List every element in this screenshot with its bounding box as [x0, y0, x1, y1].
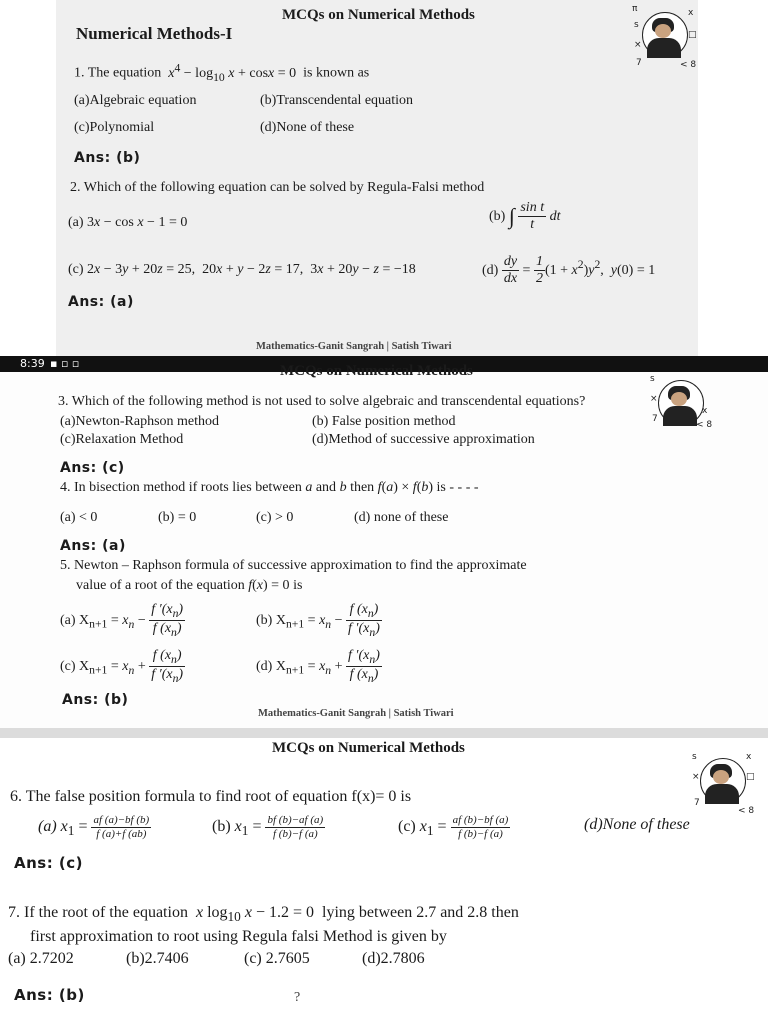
q7-answer: Ans: (b): [14, 986, 85, 1004]
question-6: 6. The false position formula to find root of equation f(x)= 0 is: [10, 788, 412, 805]
divider: [0, 728, 768, 738]
q5-option-a: (a) $X_{n+1} = x_n$ − $\frac{f '(x_n)}{f (x_n)}$: [60, 602, 184, 640]
slide-header: MCQs on Numerical Methods: [282, 7, 475, 23]
q7-option-d: (d)2.7806: [362, 950, 425, 967]
question-4: 4. In bisection method if roots lies between a and b then f(a) × f(b) is - - - -: [60, 480, 479, 495]
q5-answer: Ans: (b): [62, 692, 129, 708]
q1-option-b: (b)Transcendental equation: [260, 93, 414, 108]
slide-header: MCQs on Numerical Methods: [280, 363, 473, 379]
q4-option-c: (c) > 0: [256, 510, 294, 525]
q3-option-a: (a)Newton-Raphson method: [60, 414, 220, 429]
q2-option-c: (c) 2x − 3y + 20z = 25, 20x + y − 2z = 17, 3x + 20y − z = −18: [68, 262, 416, 277]
q5-option-c: (c) $X_{n+1} = x_n$ + $\frac{f (x_n)}{f '(x_n)}$: [60, 648, 184, 686]
q7-option-c: (c) 2.7605: [244, 950, 310, 967]
status-icons: ▪ ▫ ▫: [50, 357, 80, 370]
q6-option-c: (c) $x_1$ = $\frac{af (b)-bf (a)}{f (b)-f (a)}$: [398, 814, 509, 840]
q2-option-b: (b) ∫ $\frac{\text{sin t}}{t}$ dt: [489, 200, 561, 233]
q3-option-b: (b) False position method: [312, 414, 456, 429]
q5-option-d: (d) $X_{n+1} = x_n$ + $\frac{f '(x_n)}{f (x_n)}$: [256, 648, 380, 686]
q1-option-c: (c)Polynomial: [74, 120, 155, 135]
q2-option-a: (a) 3x − cos x − 1 = 0: [68, 215, 188, 230]
status-time: 8:39: [20, 357, 45, 370]
q6-answer: Ans: (c): [14, 854, 84, 872]
slide-footer: Mathematics-Ganit Sangrah | Satish Tiwari: [256, 341, 452, 352]
q1-option-d: (d)None of these: [260, 120, 355, 135]
q6-option-a: (a) $x_1$ = $\frac{af (a)-bf (b)}{f (a)+f (ab)}$: [38, 814, 150, 840]
q4-option-b: (b) = 0: [158, 510, 197, 525]
slide-title: Numerical Methods-I: [76, 24, 233, 43]
q7-option-b: (b)2.7406: [126, 950, 189, 967]
q4-option-a: (a) < 0: [60, 510, 98, 525]
question-7-line-2: first approximation to root using Regula falsi Method is given by: [30, 928, 447, 945]
q1-answer: Ans: (b): [74, 150, 141, 166]
slide-footer: Mathematics-Ganit Sangrah | Satish Tiwari: [258, 708, 454, 719]
question-2: 2. Which of the following equation can be solved by Regula-Falsi method: [70, 180, 485, 195]
q3-option-c: (c)Relaxation Method: [60, 432, 184, 447]
q3-answer: Ans: (c): [60, 460, 125, 476]
q7-option-a: (a) 2.7202: [8, 950, 74, 967]
slide-header: MCQs on Numerical Methods: [272, 740, 465, 756]
q2-answer: Ans: (a): [68, 294, 134, 310]
handwritten-mark: ?: [294, 990, 301, 1005]
question-1: 1. The equation $x^4 - \log_{10} x + \cos x = 0$ is known as: [74, 61, 370, 84]
equation-q1: $x^4 - \log_{10} x + \cos x = 0$: [168, 61, 300, 84]
slide-1: [56, 0, 698, 360]
q2-option-d: (d) $\frac{dy}{dx}$ = $\frac{1}{2}$ $(1 + x^2)y^2$, y(0) = 1: [482, 254, 656, 287]
q6-option-d: (d)None of these: [584, 816, 690, 833]
author-logo-icon: π s × 7 x □ < 8: [632, 4, 697, 70]
q4-answer: Ans: (a): [60, 538, 126, 554]
slide-3: [0, 738, 768, 1024]
question-3: 3. Which of the following method is not used to solve algebraic and transcendental equations?: [58, 394, 586, 409]
q3-option-d: (d)Method of successive approximation: [312, 432, 535, 447]
q5-option-b: (b) $X_{n+1} = x_n$ − $\frac{f (x_n)}{f '(x_n)}$: [256, 602, 380, 640]
question-5-line-1: 5. Newton – Raphson formula of successive approximation to find the approximate: [60, 558, 527, 573]
question-5-line-2: value of a root of the equation f(x) = 0 is: [76, 578, 303, 593]
q4-option-d: (d) none of these: [354, 510, 449, 525]
q1-option-a: (a)Algebraic equation: [74, 93, 197, 108]
author-logo-icon: s × 7 x < 8: [650, 374, 713, 430]
q6-option-b: (b) $x_1$ = $\frac{bf (b)-af (a)}{f (b)-f (a)}$: [212, 814, 324, 840]
question-7-line-1: 7. If the root of the equation x $\log_{10} x - 1.2 = 0$ lying between 2.7 and 2.8 then: [8, 904, 519, 925]
author-logo-icon: s × 7 x □ < 8: [692, 752, 755, 816]
